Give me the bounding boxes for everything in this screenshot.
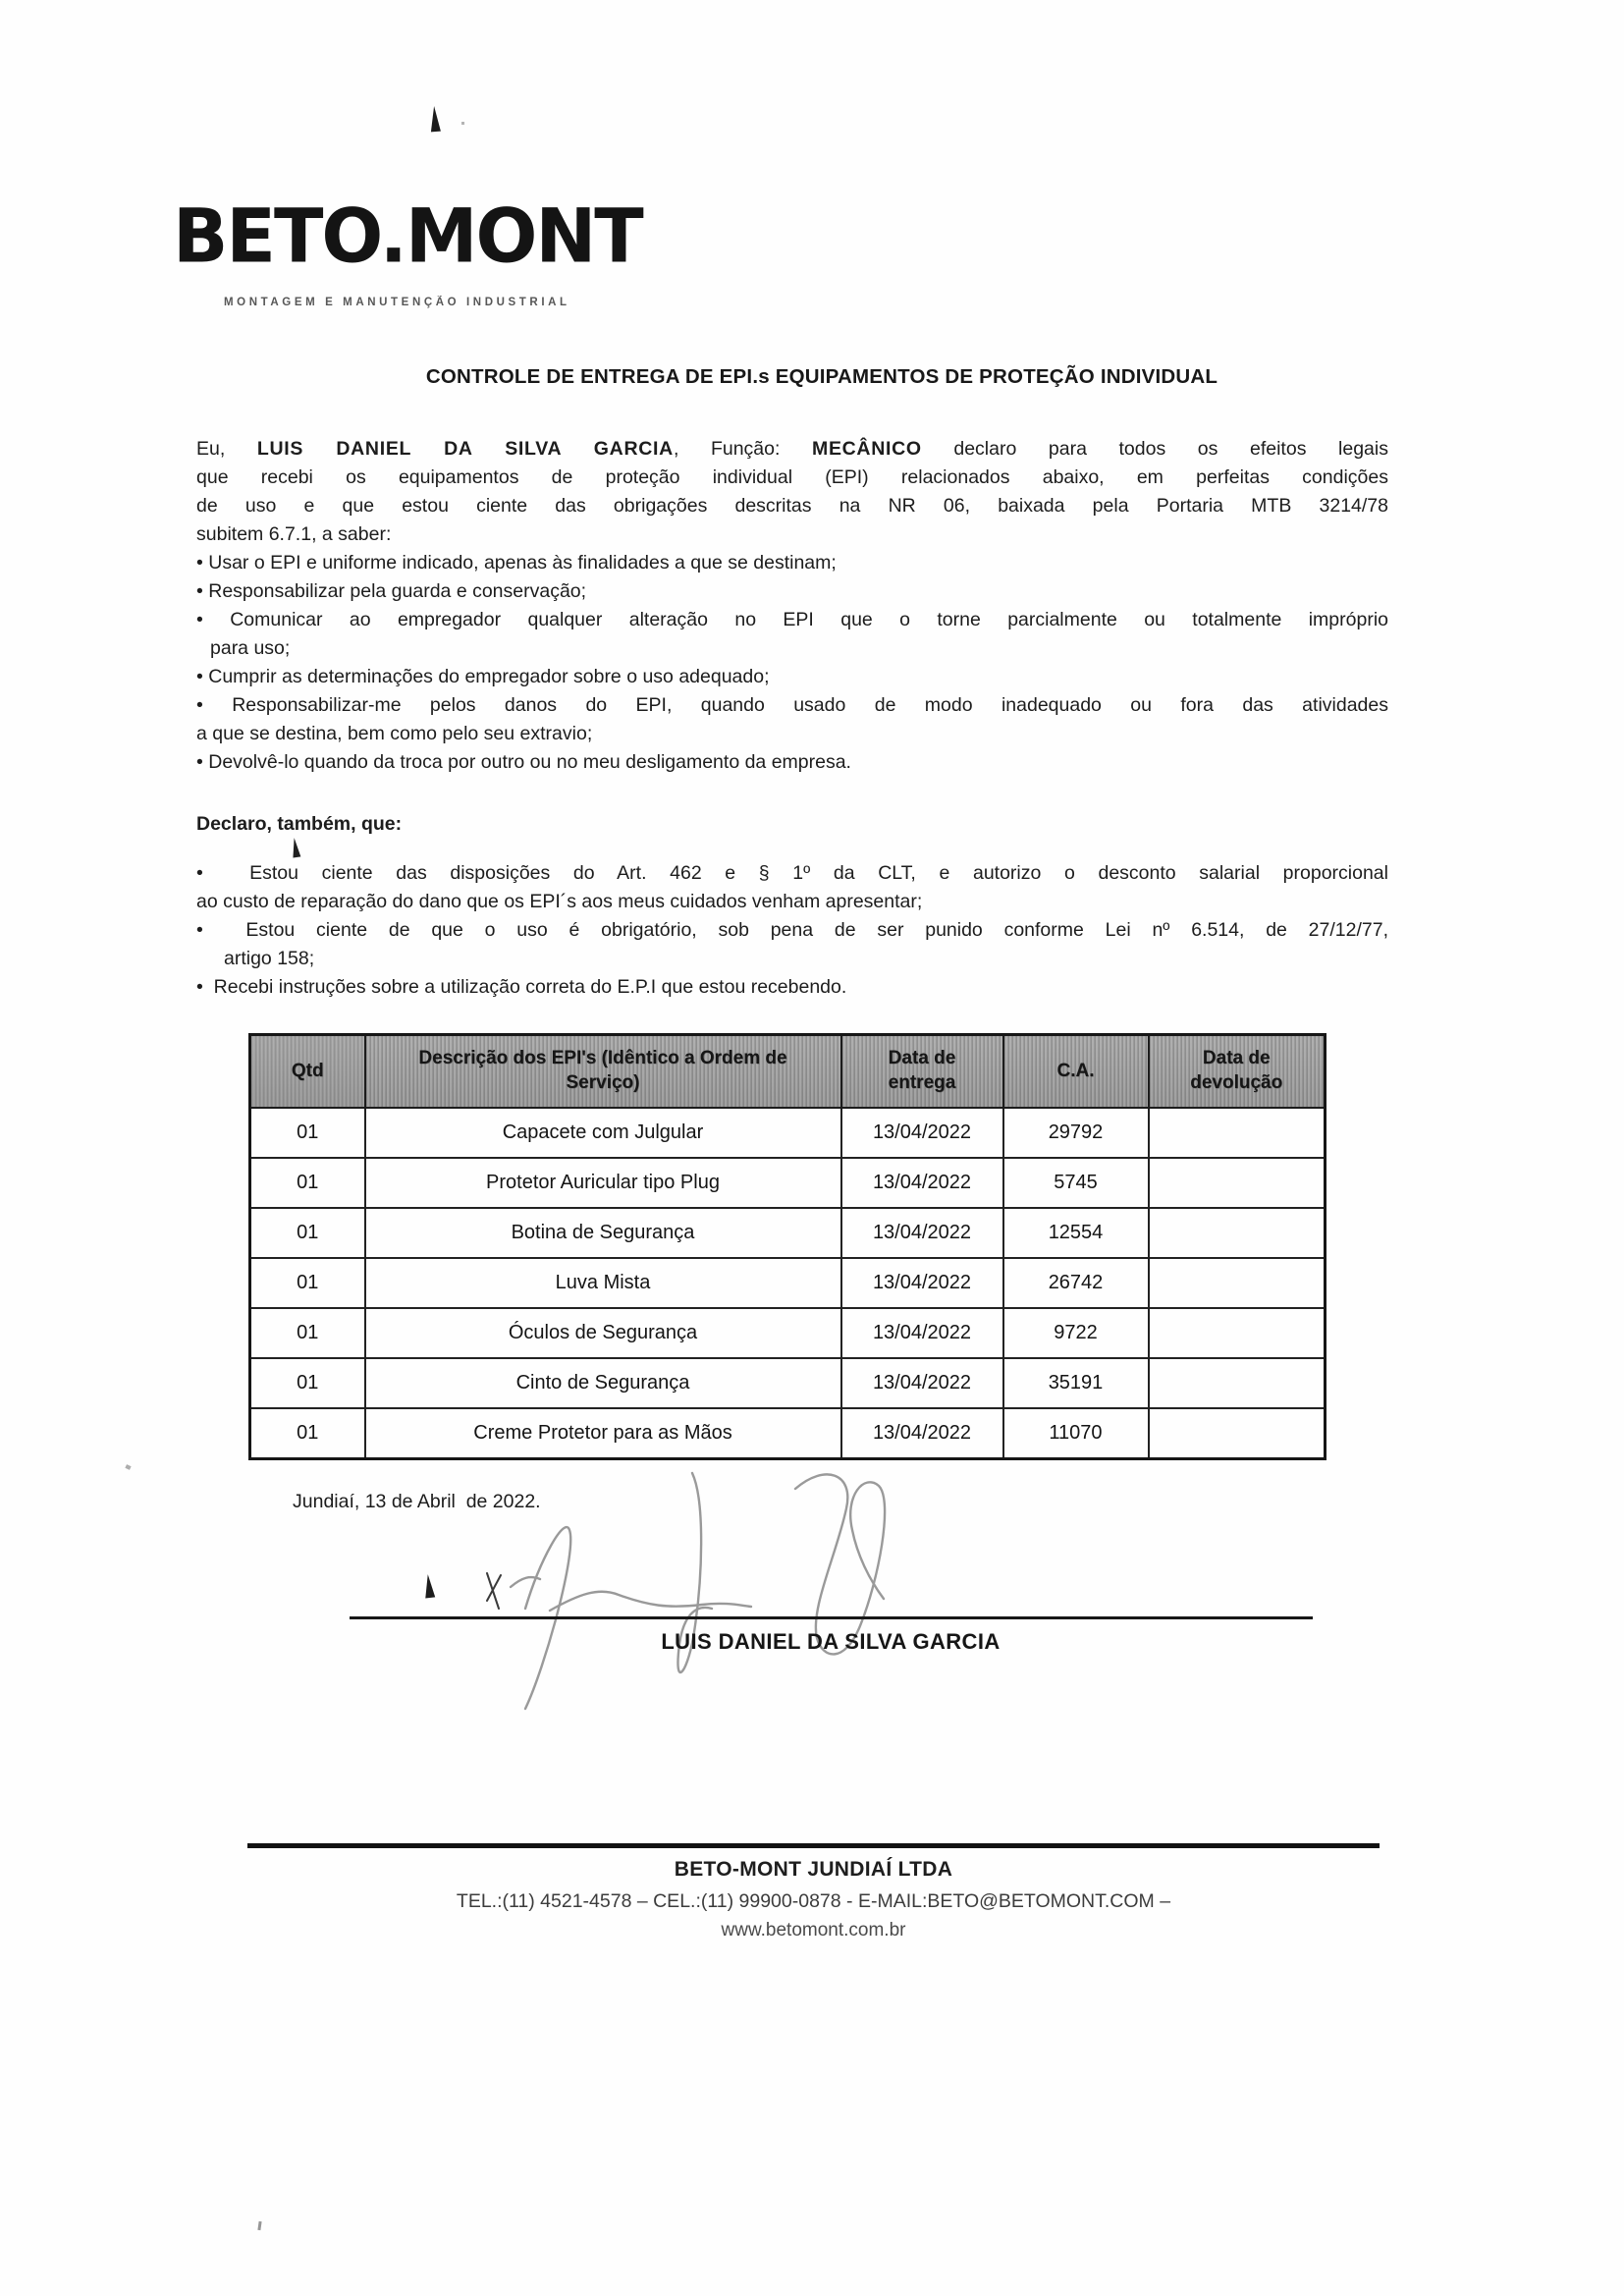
table-cell: Luva Mista [365,1258,841,1308]
company-tagline: MONTAGEM E MANUTENÇÃO INDUSTRIAL [224,297,570,308]
text-line: • Recebi instruções sobre a utilização correta do E.P.I que estou recebendo. [196,976,847,998]
table-cell: 01 [250,1108,365,1158]
text-line: para uso; [210,637,291,659]
intro-rest: declaro para todos os efeitos legais [921,438,1388,460]
epi-delivery-table [248,1033,1326,1460]
header-qtd: Qtd [250,1035,365,1109]
table-cell: 29792 [1003,1108,1149,1158]
table-cell: 13/04/2022 [841,1158,1003,1208]
text-line: de uso e que estou ciente das obrigações descritas na NR 06, baixada pela Portaria MTB 3214/78 [196,495,1388,517]
header-descricao: Descrição dos EPI's (Idêntico a Ordem de Serviço) [365,1035,841,1109]
intro-paragraph [196,464,1388,549]
table-cell: 5745 [1003,1158,1149,1208]
table-row [250,1108,1326,1158]
table-header [250,1035,1326,1109]
ink-speck [461,122,464,125]
table-cell: 01 [250,1158,365,1208]
table-cell [1149,1308,1326,1358]
text-line: • Estou ciente das disposições do Art. 462 e § 1º da CLT, e autorizo o desconto salarial proporcional [196,862,1388,884]
text-line: a que se destina, bem como pelo seu extravio; [196,723,593,744]
text-line: • Cumprir as determinações do empregador sobre o uso adequado; [196,666,770,687]
table-cell: 01 [250,1308,365,1358]
employee-name: LUIS DANIEL DA SILVA GARCIA [256,438,674,460]
intro-prefix: Eu, [196,438,257,460]
text-line: artigo 158; [224,948,315,969]
intro-funcao-label: , Função: [673,438,812,460]
pen-mark [483,1569,507,1613]
table-row [250,1308,1326,1358]
table-row [250,1408,1326,1459]
text-line: • Usar o EPI e uniforme indicado, apenas às finalidades a que se destinam; [196,552,837,574]
table-cell: 13/04/2022 [841,1408,1003,1459]
declarations-list [196,859,1388,1002]
table-cell: 13/04/2022 [841,1258,1003,1308]
table-cell: 13/04/2022 [841,1108,1003,1158]
epi-table-body [250,1108,1326,1459]
table-cell: 01 [250,1258,365,1308]
obligations-list [196,549,1388,777]
document-body [196,435,1388,1002]
table-cell [1149,1258,1326,1308]
table-cell: Óculos de Segurança [365,1308,841,1358]
table-cell: 13/04/2022 [841,1208,1003,1258]
header-ca: C.A. [1003,1035,1149,1109]
table-cell: 01 [250,1358,365,1408]
text-line: • Comunicar ao empregador qualquer alteração no EPI que o torne parcialmente ou totalmente impróprio [196,609,1388,630]
ink-blot [429,106,441,133]
declare-heading: Declaro, também, que: [196,813,403,835]
employee-role: MECÂNICO [812,438,922,460]
table-cell: Capacete com Julgular [365,1108,841,1158]
table-cell: 01 [250,1408,365,1459]
table-cell: 13/04/2022 [841,1308,1003,1358]
table-cell: Protetor Auricular tipo Plug [365,1158,841,1208]
table-row [250,1208,1326,1258]
document-title: CONTROLE DE ENTREGA DE EPI.s EQUIPAMENTOS DE PROTEÇÃO INDIVIDUAL [425,365,1218,388]
table-cell: 35191 [1003,1358,1149,1408]
signature-scribble [471,1461,933,1726]
text-line: • Estou ciente de que o uso é obrigatório, sob pena de ser punido conforme Lei nº 6.514, de 27/12/77, [196,919,1388,941]
table-cell [1149,1358,1326,1408]
text-line: • Responsabilizar-me pelos danos do EPI, quando usado de modo inadequado ou fora das atividades [196,694,1388,716]
signature-name: LUIS DANIEL DA SILVA GARCIA [661,1629,1001,1654]
text-line: ao custo de reparação do dano que os EPI´s aos meus cuidados venham apresentar; [196,891,923,912]
table-row [250,1358,1326,1408]
footer-website: www.betomont.com.br [721,1920,906,1941]
table-cell: 01 [250,1208,365,1258]
header-data-devolucao: Data de devolução [1149,1035,1326,1109]
footer-company: BETO-MONT JUNDIAÍ LTDA [674,1858,953,1881]
table-row [250,1258,1326,1308]
table-cell: Cinto de Segurança [365,1358,841,1408]
footer-divider [247,1843,1380,1848]
ink-speck [257,2221,261,2230]
text-line: • Responsabilizar pela guarda e conservação; [196,580,587,602]
table-cell: 11070 [1003,1408,1149,1459]
table-cell: 12554 [1003,1208,1149,1258]
table-cell: 26742 [1003,1258,1149,1308]
text-line: subitem 6.7.1, a saber: [196,523,392,545]
table-cell: 13/04/2022 [841,1358,1003,1408]
table-cell [1149,1208,1326,1258]
table-cell: 9722 [1003,1308,1149,1358]
intro-line [196,435,1388,464]
text-line: que recebi os equipamentos de proteção individual (EPI) relacionados abaixo, em perfeitas condições [196,466,1388,488]
table-cell: Botina de Segurança [365,1208,841,1258]
table-cell [1149,1408,1326,1459]
table-cell [1149,1158,1326,1208]
header-data-entrega: Data de entrega [841,1035,1003,1109]
table-cell [1149,1108,1326,1158]
table-row [250,1158,1326,1208]
text-line: • Devolvê-lo quando da troca por outro ou no meu desligamento da empresa. [196,751,851,773]
signature-line [350,1616,1313,1619]
footer-contacts: TEL.:(11) 4521-4578 – CEL.:(11) 99900-0878 - E-MAIL:BETO@BETOMONT.COM – [456,1890,1171,1912]
date-line: Jundiaí, 13 de Abril de 2022. [293,1491,541,1512]
ink-speck [125,1464,131,1470]
ink-blot [423,1574,435,1599]
table-cell: Creme Protetor para as Mãos [365,1408,841,1459]
company-logo: BETO.MONT [173,193,642,280]
